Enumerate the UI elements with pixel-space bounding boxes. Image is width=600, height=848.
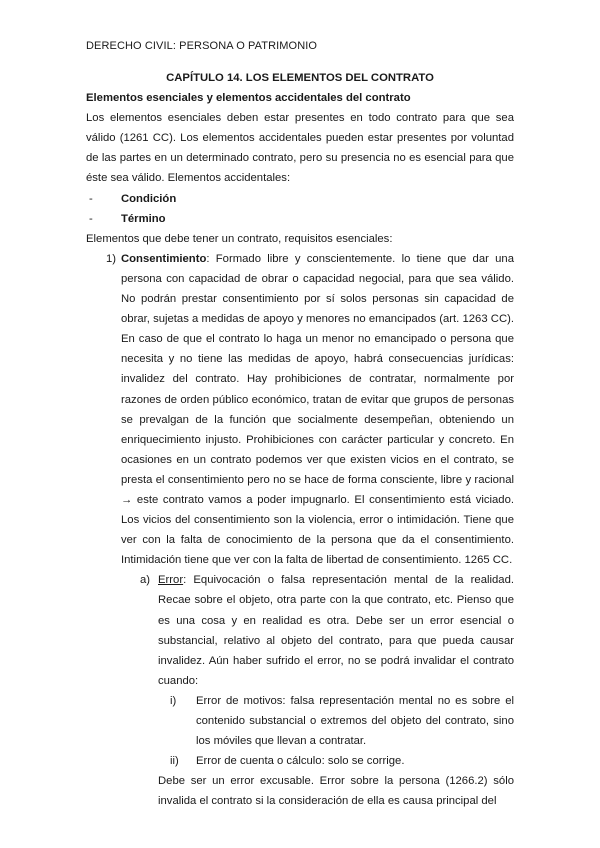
- error-case-text: Error de motivos: falsa representación mental no es sobre el contenido substancial o extremos del objeto del contrato, sino los móviles que llevan a contratar.: [196, 694, 514, 748]
- section-title: Elementos esenciales y elementos accidentales del contrato: [86, 92, 411, 105]
- error-case: [86, 691, 514, 751]
- list-item: [86, 209, 514, 229]
- page-content: [86, 68, 514, 811]
- sub-item-error: [86, 570, 514, 691]
- error-case-text: Error de cuenta o cálculo: solo se corrige.: [196, 755, 405, 768]
- requirement-text: : Formado libre y conscientemente. lo tiene que dar una persona con capacidad de obrar o capacidad negocial, para que sea válido. No podrán prestar consentimiento por sí solos personas sin capacidad de obrar, sujetas a medidas de apoyo y menores no emancipados (art. 1263 CC). En caso de que el contrato lo haga un menor no emancipado o persona que necesita y no tiene las medidas de apoyo, habrá consecuencias jurídicas: invalidez del contrato. Hay prohibiciones de contratar, normalmente por razones de orden público económico, tratan de evitar que grupos de personas se prevalgan de la función que socialmente desempeñan, obteniendo un enriquecimiento injusto. Prohibiciones con carácter particular y concreto. En ocasiones en un contrato podemos ver que existen vicios en el contrato, se presta el consentimiento pero no se hace de forma consciente, libre y racional → este contrato vamos a poder impugnarlo. El consentimiento está viciado. Los vicios del consentimiento son la violencia, error o intimidación. Tiene que ver con la falta de conocimiento de la persona que da el consentimiento. Intimidación tiene que ver con la falta de libertad de consentimiento. 1265 CC.: [121, 252, 514, 567]
- list-numeral: ii): [170, 755, 179, 768]
- list-letter: a): [140, 574, 151, 587]
- list-numeral: i): [170, 694, 177, 707]
- list-item-label: Término: [121, 212, 166, 225]
- intro-paragraph: Los elementos esenciales deben estar presentes en todo contrato para que sea válido (1261 CC). Los elementos accidentales pueden estar presentes por voluntad de las partes en un determinado contrato, pero su presencia no es esencial para que éste sea válido. Elementos accidentales:: [86, 112, 514, 185]
- chapter-title: CAPÍTULO 14. LOS ELEMENTOS DEL CONTRATO: [166, 72, 434, 84]
- requirement-term: Consentimiento: [121, 252, 207, 265]
- error-case: [86, 751, 514, 771]
- list-item-label: Condición: [121, 192, 177, 205]
- sub-item-text: : Equivocación o falsa representación mental de la realidad. Recae sobre el objeto, otra parte con la que contrato, etc. Pienso que es una cosa y en realidad es otra. Debe ser un error esencial o substancial, relativo al objeto del contrato, para que pueda causar invalidez. Aún haber sufrido el error, no se podrá invalidar el contrato cuando:: [158, 574, 514, 687]
- requirements-intro: Elementos que debe tener un contrato, requisitos esenciales:: [86, 232, 393, 245]
- sub-item-term: Error: [158, 574, 184, 587]
- closing-paragraph: Debe ser un error excusable. Error sobre la persona (1266.2) sólo invalida el contrato si la consideración de ella es causa principal del: [158, 775, 514, 808]
- list-bullet: -: [89, 192, 93, 205]
- list-number: 1): [106, 252, 117, 265]
- list-bullet: -: [89, 212, 93, 225]
- requirement-consentimiento: [86, 249, 514, 571]
- running-header: DERECHO CIVIL: PERSONA O PATRIMONIO: [86, 40, 318, 52]
- list-item: [86, 189, 514, 209]
